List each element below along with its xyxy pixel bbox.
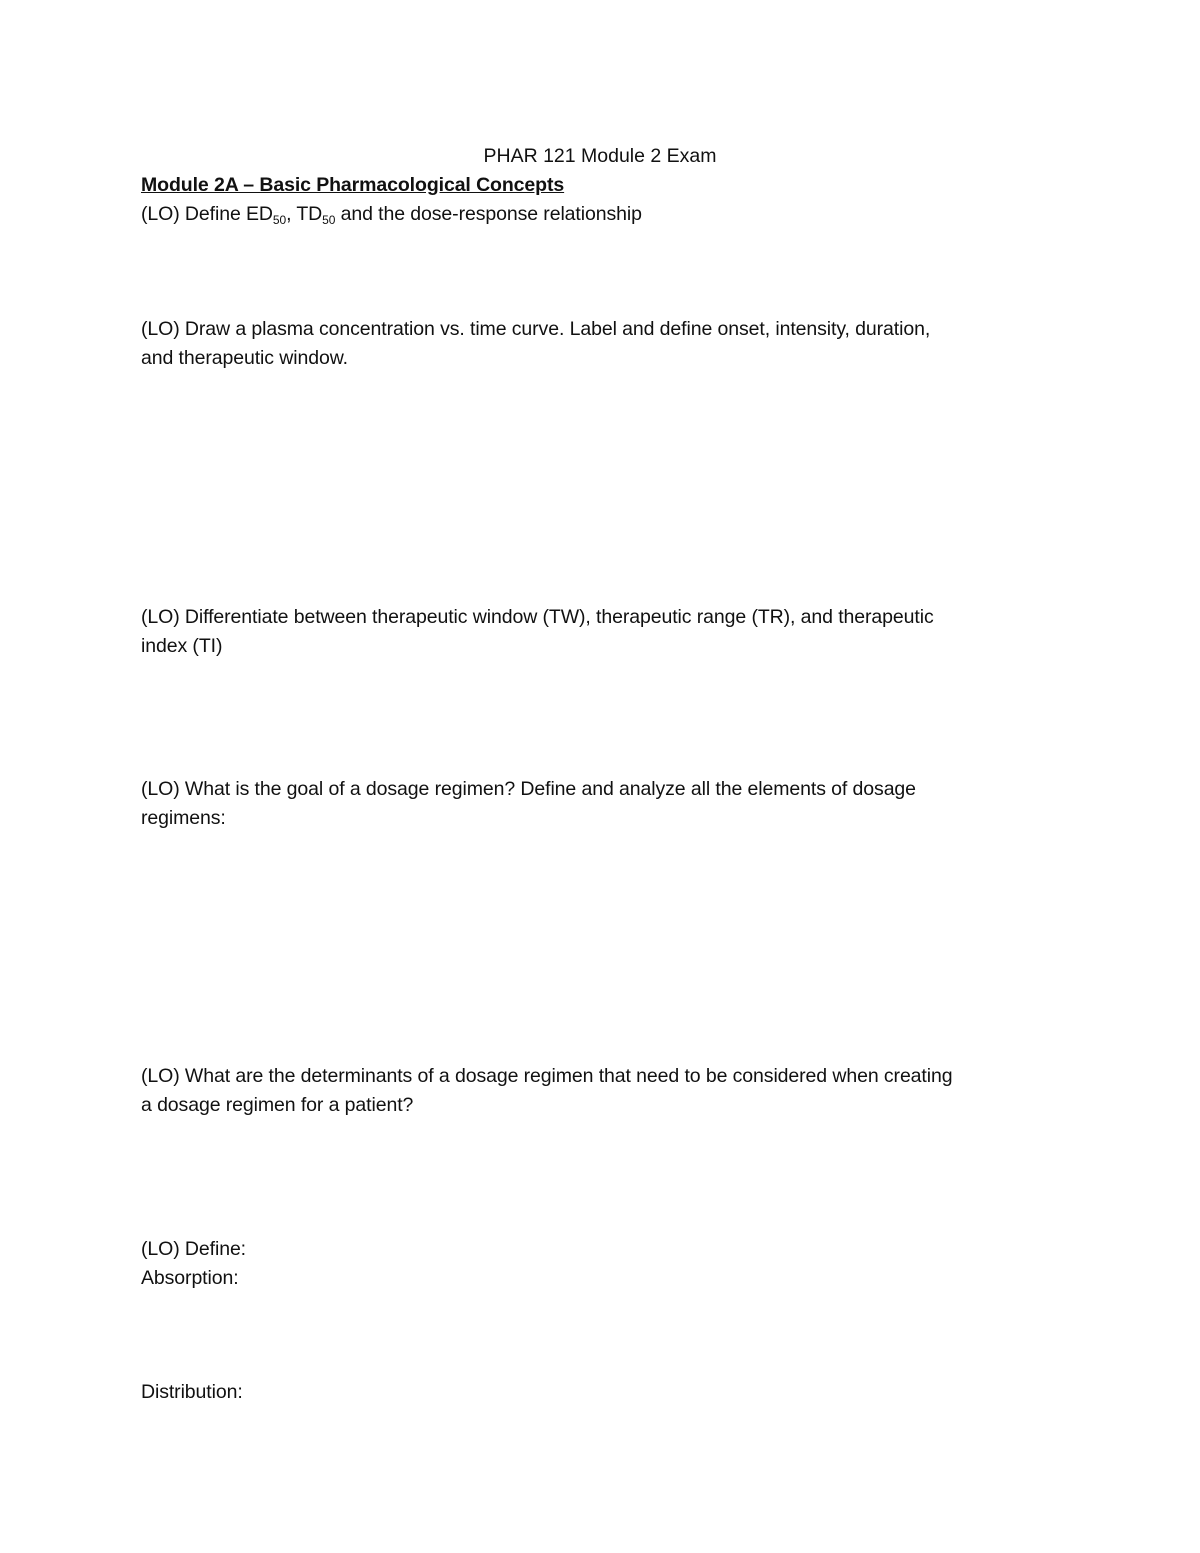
question-ed50-td50 (141, 200, 642, 229)
td50-subscript: 50 (322, 213, 336, 227)
absorption-label: Absorption: (141, 1267, 239, 1289)
question-therapeutic-line2: index (TI) (141, 635, 223, 657)
question-td50-mid: , TD (286, 203, 323, 225)
question-plasma-curve-line2: and therapeutic window. (141, 347, 348, 369)
distribution-label: Distribution: (141, 1381, 243, 1403)
question-ed50-suffix: and the dose-response relationship (335, 203, 642, 225)
question-determinants-line1: (LO) What are the determinants of a dosage regimen that need to be considered when creating (141, 1065, 953, 1087)
question-define: (LO) Define: (141, 1238, 247, 1260)
question-plasma-curve-line1: (LO) Draw a plasma concentration vs. time curve. Label and define onset, intensity, duration, (141, 318, 931, 340)
question-determinants-line2: a dosage regimen for a patient? (141, 1094, 414, 1116)
question-therapeutic-line1: (LO) Differentiate between therapeutic window (TW), therapeutic range (TR), and therapeutic (141, 606, 934, 628)
ed50-subscript: 50 (272, 213, 287, 227)
question-ed50-prefix: (LO) Define ED (141, 203, 273, 225)
document-title: PHAR 121 Module 2 Exam (483, 145, 717, 167)
question-dosage-goal-line2: regimens: (141, 807, 226, 829)
module-heading: Module 2A – Basic Pharmacological Concepts (141, 174, 565, 196)
question-dosage-goal-line1: (LO) What is the goal of a dosage regimen? Define and analyze all the elements of dosage (141, 778, 916, 800)
